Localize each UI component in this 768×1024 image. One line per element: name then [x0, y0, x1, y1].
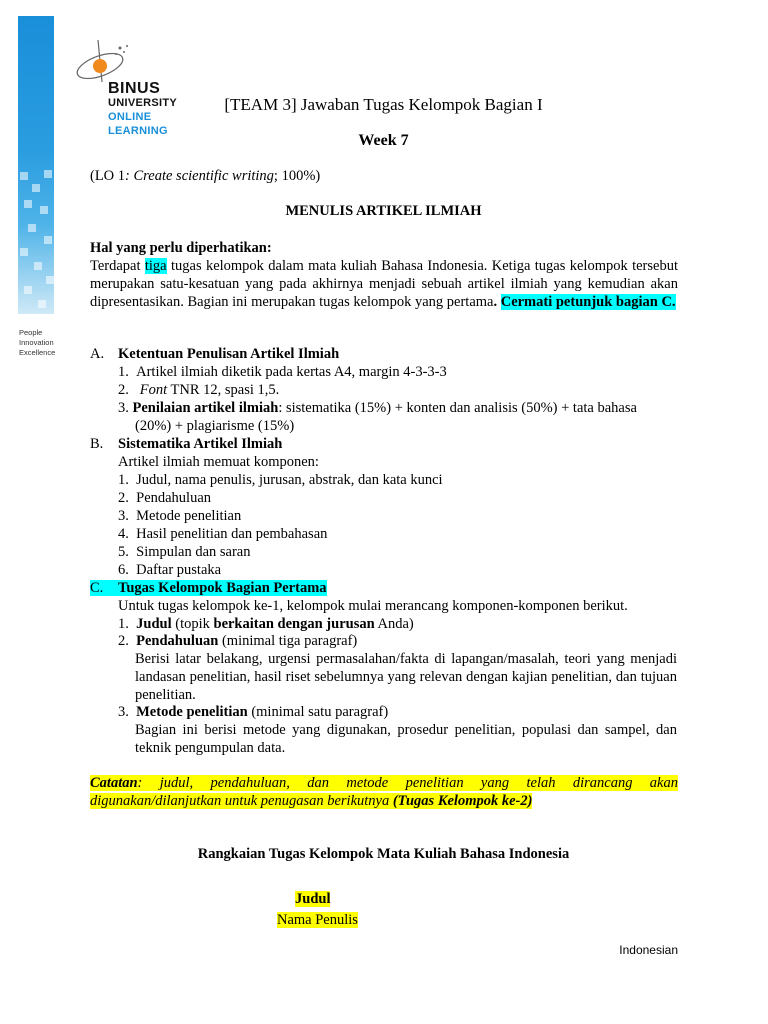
list-item: 1. Judul, nama penulis, jurusan, abstrak, dan kata kunci: [118, 472, 443, 488]
section-a-letter: A.: [90, 346, 105, 362]
logo-online-text: ONLINE: [108, 111, 152, 123]
notice-heading: Hal yang perlu diperhatikan:: [90, 240, 272, 256]
list-item: 4. Hasil penelitian dan pembahasan: [118, 526, 328, 542]
section-c-title: Tugas Kelompok Bagian Pertama: [118, 580, 327, 596]
tagline-excellence: Excellence: [19, 348, 56, 357]
section-c-item-1: 1. Judul (topik berkaitan dengan jurusan Anda): [118, 616, 414, 632]
section-c-letter: C.: [90, 579, 118, 597]
series-title: Rangkaian Tugas Kelompok Mata Kuliah Bahasa Indonesia: [197, 846, 570, 862]
section-c-item-2-desc: Berisi latar belakang, urgensi permasalahan/fakta di lapangan/masalah, teori yang menjadi landasan penelitian, hasil riset sebelumnya yang relevan dengan kajian penelitian, dan tujuan penelitian.: [135, 651, 677, 703]
logo-binus-text: BINUS: [108, 80, 161, 97]
list-item: 3. Metode penelitian: [118, 508, 242, 524]
tagline-people: People: [19, 328, 43, 337]
learning-outcome: (LO 1: Create scientific writing; 100%): [90, 168, 321, 184]
section-c-intro: Untuk tugas kelompok ke-1, kelompok mulai merancang komponen-komponen berikut.: [118, 598, 628, 614]
section-a-item-3: 3. Penilaian artikel ilmiah: sistematika (15%) + konten dan analisis (50%) + tata bahasa: [118, 400, 637, 416]
template-judul: Judul: [295, 891, 331, 907]
section-b-title: Sistematika Artikel Ilmiah: [118, 436, 283, 452]
brand-tagline: [19, 328, 55, 358]
brand-sidebar-stripe: [18, 16, 54, 314]
section-c-item-3-desc: Bagian ini berisi metode yang digunakan, prosedur penelitian, populasi dan sampel, dan teknik pengumpulan data.: [135, 722, 677, 756]
section-a-item-1: 1. Artikel ilmiah diketik pada kertas A4, margin 4-3-3-3: [118, 364, 447, 380]
tagline-innovation: Innovation: [19, 338, 54, 347]
list-item: 2. Pendahuluan: [118, 490, 212, 506]
document-week: Week 7: [358, 132, 409, 149]
logo-learning-text: LEARNING: [108, 125, 168, 137]
logo-emblem-icon: [72, 36, 132, 86]
section-b-letter: B.: [90, 436, 104, 452]
note-paragraph: Catatan: judul, pendahuluan, dan metode penelitian yang telah dirancang akan digunakan/dilanjutkan untuk penugasan berikutnya (Tugas Kelompok ke-2): [90, 775, 678, 809]
list-item: 5. Simpulan dan saran: [118, 544, 251, 560]
section-c-item-3: 3. Metode penelitian (minimal satu paragraf): [118, 704, 389, 720]
sidebar-pattern: [18, 166, 54, 314]
section-heading: MENULIS ARTIKEL ILMIAH: [285, 203, 482, 219]
section-a-title: Ketentuan Penulisan Artikel Ilmiah: [118, 346, 340, 362]
section-c-item-2: 2. Pendahuluan (minimal tiga paragraf): [118, 633, 358, 649]
document-title: [TEAM 3] Jawaban Tugas Kelompok Bagian I: [224, 95, 543, 114]
logo-university-text: UNIVERSITY: [108, 97, 178, 109]
template-nama-penulis: Nama Penulis: [277, 912, 358, 928]
list-item: 6. Daftar pustaka: [118, 562, 222, 578]
footer-label: Indonesian: [619, 943, 678, 957]
intro-paragraph: Terdapat tiga tugas kelompok dalam mata kuliah Bahasa Indonesia. Ketiga tugas kelompok tersebut merupakan satu-kesatuan yang pada akhirnya menjadi sebuah artikel ilmiah yang kemudian akan dipresentasikan. Bagian ini merupakan tugas kelompok yang pertama. Cermati petunjuk bagian C.: [90, 258, 678, 310]
binus-logo: [72, 36, 192, 146]
section-a-item-3-cont: (20%) + plagiarisme (15%): [135, 418, 295, 434]
section-b-intro: Artikel ilmiah memuat komponen:: [118, 454, 319, 470]
section-a-item-2: 2. Font TNR 12, spasi 1,5.: [118, 382, 280, 398]
